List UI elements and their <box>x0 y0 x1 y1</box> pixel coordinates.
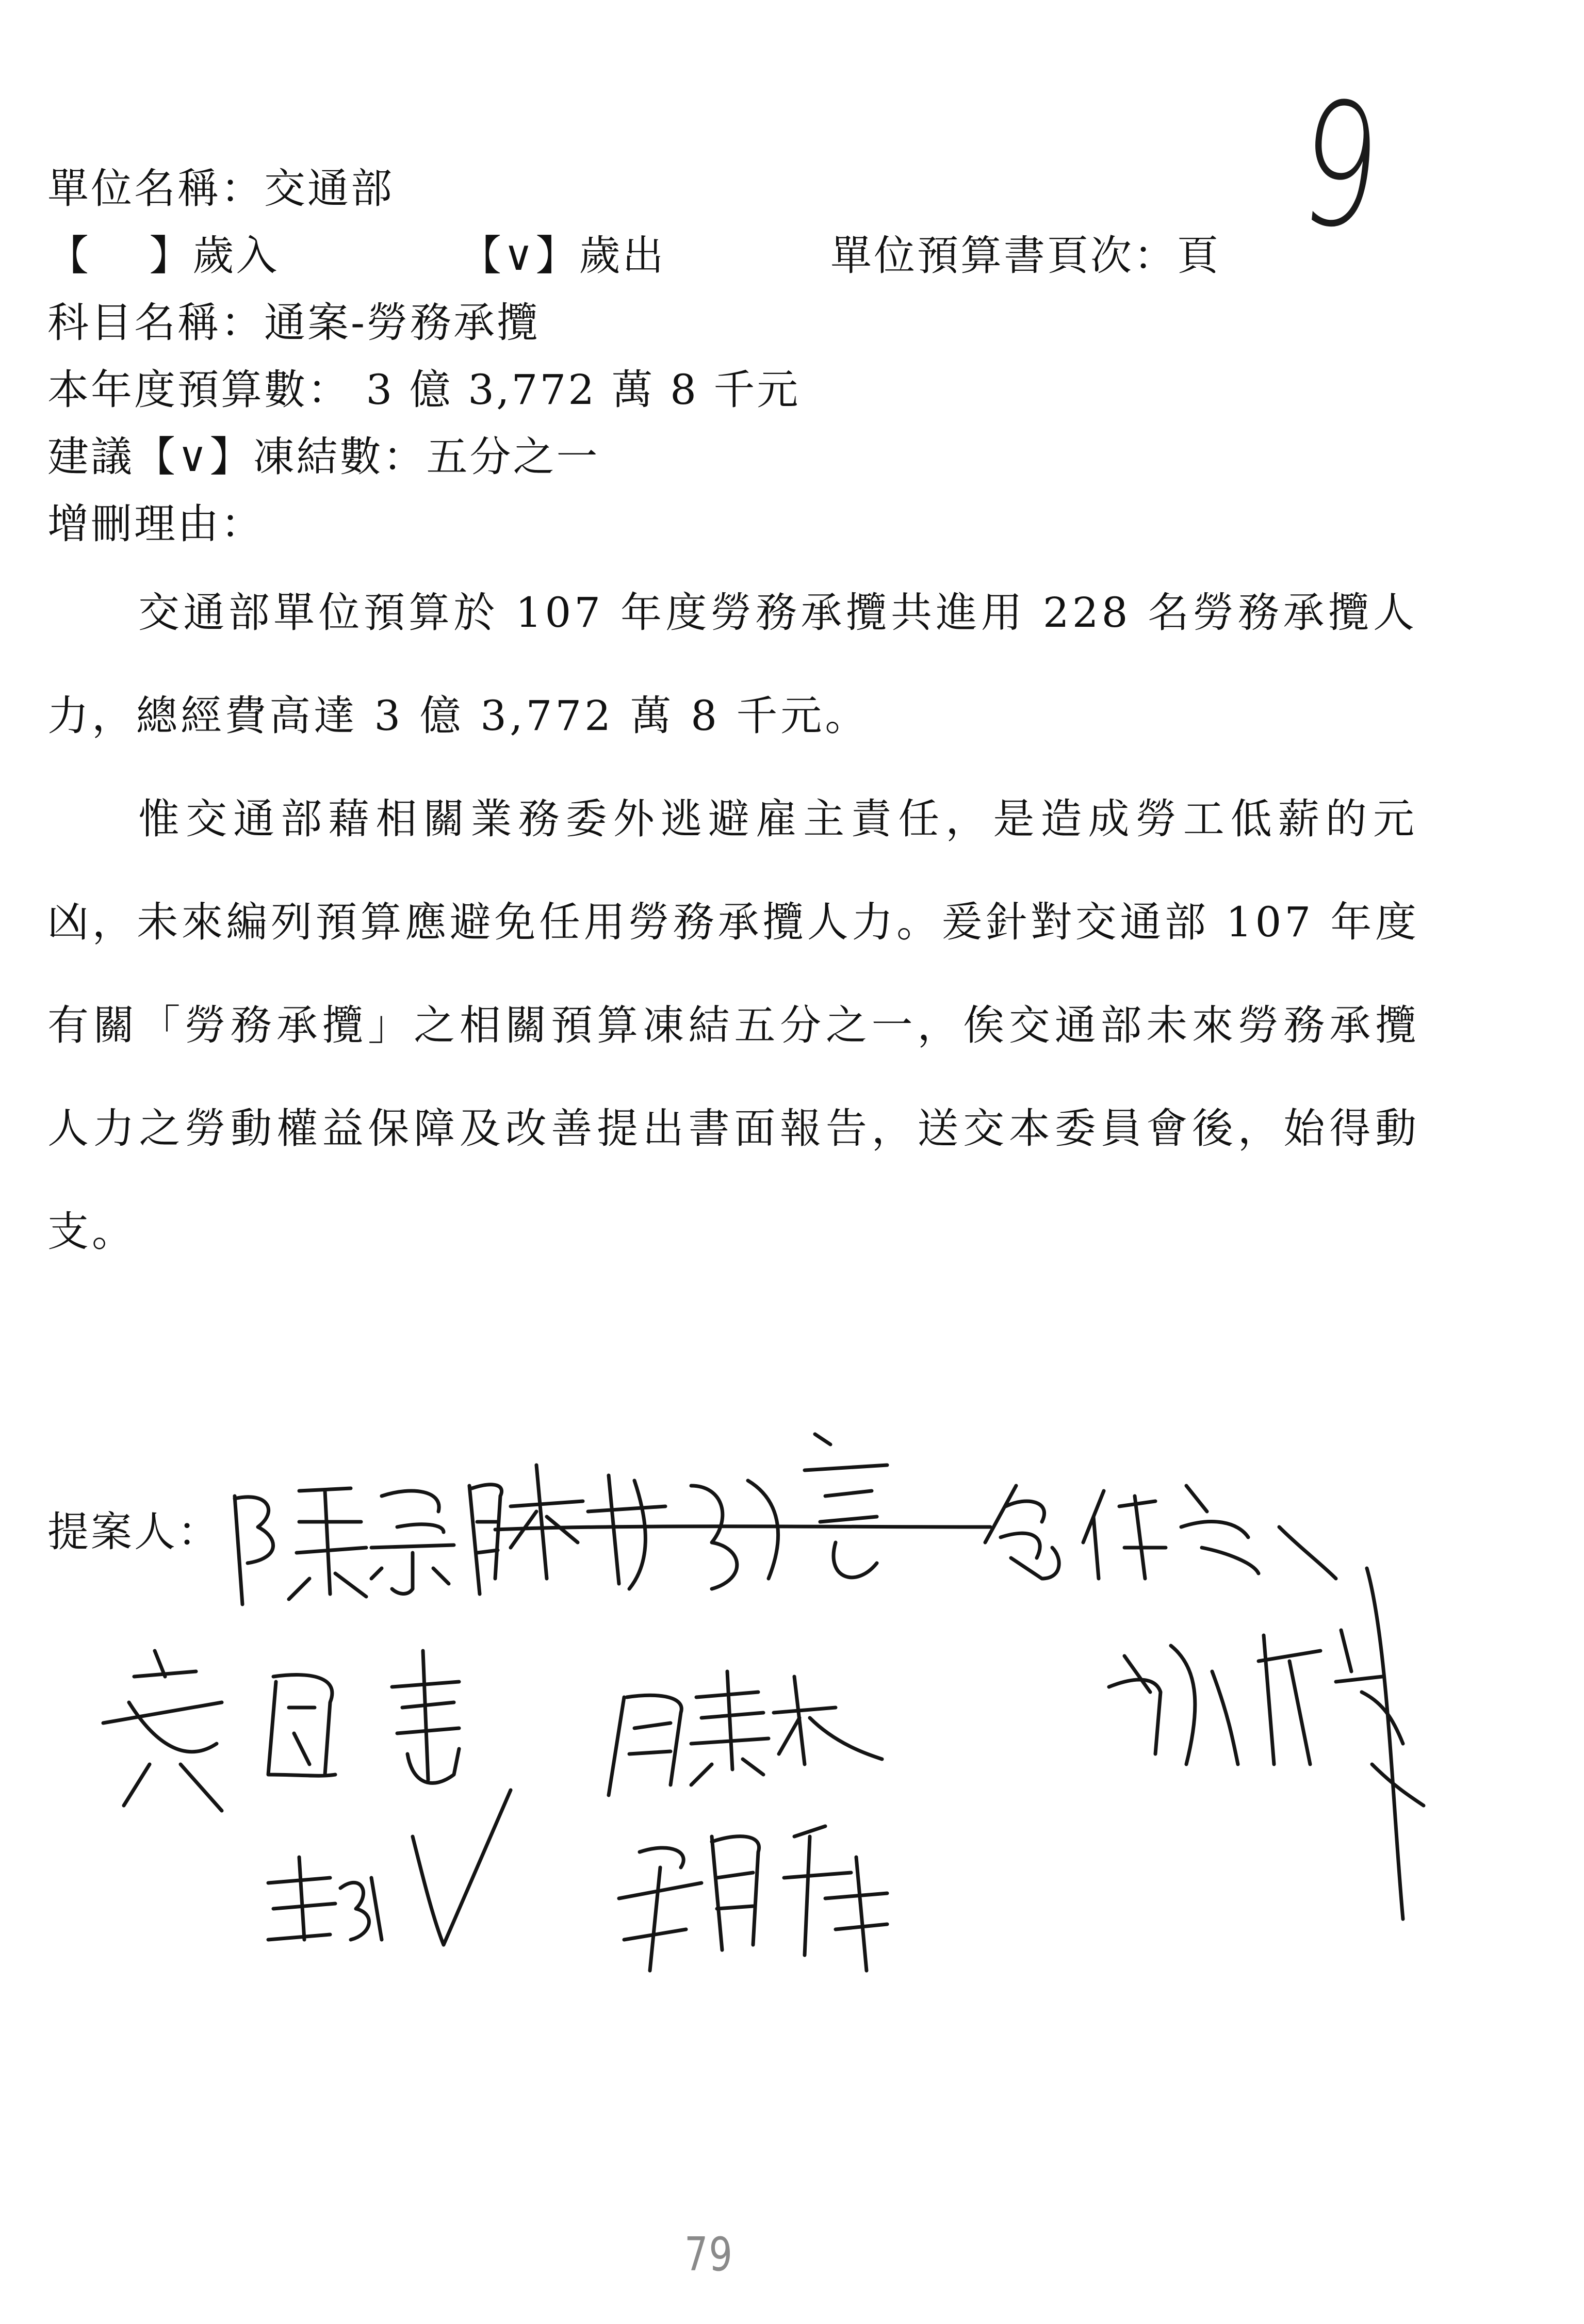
signature-1 <box>235 1485 502 1604</box>
unit-name-line: 單位名稱：交通部 <box>47 165 394 213</box>
signature-8 <box>619 1826 887 1971</box>
signature-7 <box>268 1790 511 1945</box>
body-paragraph-line: 凶，未來編列預算應避免任用勞務承攬人力。爰針對交通部 107 年度 <box>47 898 1419 946</box>
body-paragraph-line: 人力之勞動權益保障及改善提出書面報告，送交本委員會後，始得動 <box>47 1104 1419 1152</box>
body-paragraph-line: 有關「勞務承攬」之相關預算凍結五分之一，俟交通部未來勞務承攬 <box>47 1001 1419 1049</box>
body-paragraph-line: 支。 <box>47 1208 136 1256</box>
handwritten-page-mark: 9 <box>1291 63 1390 269</box>
revenue-expense-line <box>47 230 1389 282</box>
signature-5 <box>609 1671 882 1795</box>
expense-checkbox: 【∨】歲出 <box>460 232 666 280</box>
signature-4 <box>103 1651 459 1811</box>
page-reference: 單位預算書頁次：頁 <box>830 232 1220 280</box>
reason-label: 增刪理由： <box>47 500 264 548</box>
body-paragraph-line: 力，總經費高達 3 億 3,772 萬 8 千元。 <box>47 692 870 740</box>
freeze-proposal-line: 建議【∨】凍結數：五分之一 <box>47 433 600 481</box>
proposers-label: 提案人： <box>47 1508 221 1556</box>
signature-6 <box>1109 1568 1424 1919</box>
signature-3 <box>985 1486 1336 1579</box>
signature-2 <box>495 1434 990 1589</box>
subject-name-line: 科目名稱：通案-勞務承攬 <box>47 299 541 347</box>
footer-page-number: 79 <box>684 2228 733 2282</box>
body-paragraph-line: 惟交通部藉相關業務委外逃避雇主責任，是造成勞工低薪的元 <box>138 795 1417 843</box>
budget-amount-line: 本年度預算數： 3 億 3,772 萬 8 千元 <box>47 366 801 414</box>
revenue-checkbox: 【 】歲入 <box>47 232 280 280</box>
body-paragraph-line: 交通部單位預算於 107 年度勞務承攬共進用 228 名勞務承攬人 <box>138 589 1417 637</box>
